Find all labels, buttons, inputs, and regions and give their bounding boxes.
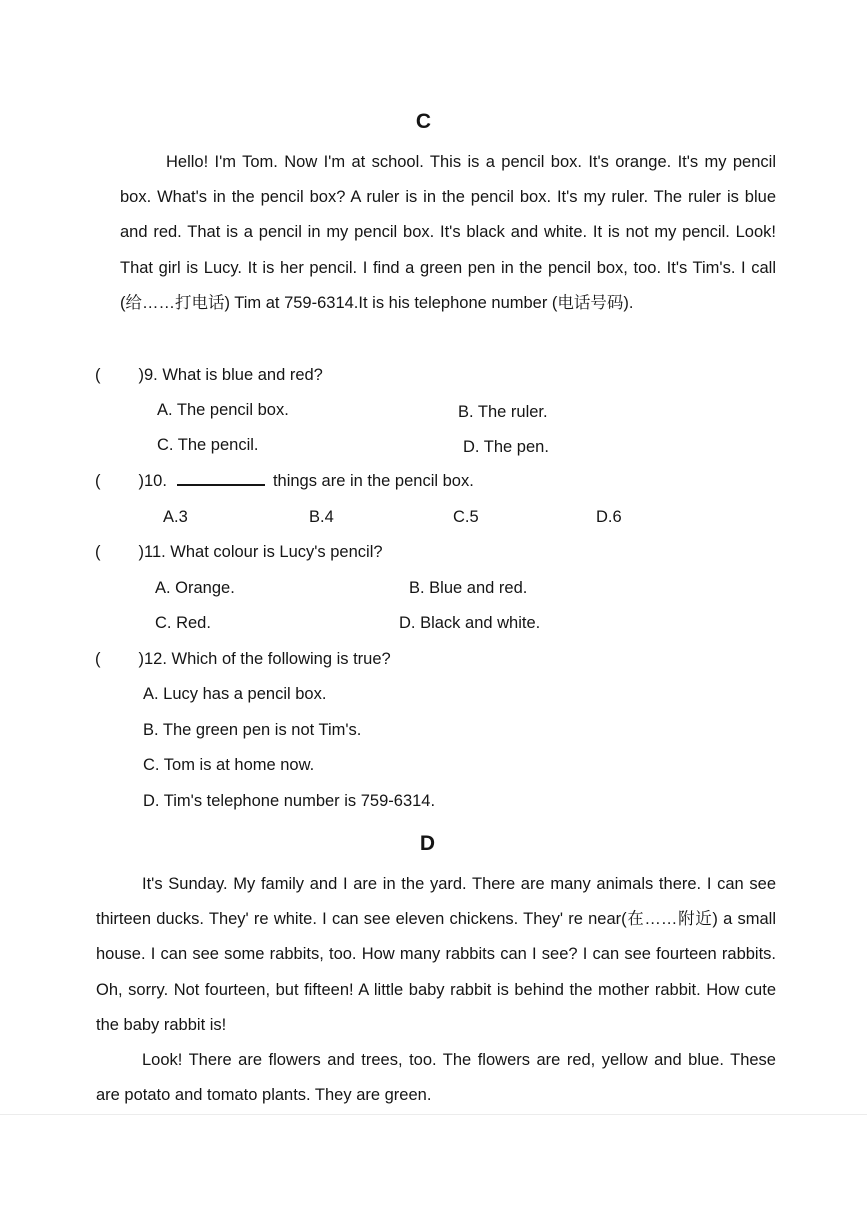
question-11-option-a: A. Orange. <box>155 579 235 597</box>
question-11-option-c: C. Red. <box>155 614 211 632</box>
question-9-text: )9. What is blue and red? <box>138 366 323 384</box>
question-9-option-b: B. The ruler. <box>458 403 548 421</box>
section-c-passage: Hello! I'm Tom. Now I'm at school. This is a pencil box. It's orange. It's my pencil box. What's in the pencil box? A ruler is in the pencil box. It's my ruler. The ruler is blue and red. That is a pencil in my pencil box. It's black and white. It is not my pencil. Look! That girl is Lucy. It is her pencil. I find a green pen in the pencil box, too. It's Tim's. I call (给……打电话) Tim at 759-6314.It is his telephone number (电话号码). <box>120 153 776 312</box>
question-9-option-c: C. The pencil. <box>157 436 259 454</box>
question-10-text: things are in the pencil box. <box>272 472 474 490</box>
question-10-option-c: C.5 <box>453 508 479 526</box>
question-11-stem <box>95 543 383 562</box>
page-divider <box>0 1114 867 1115</box>
question-10-option-d: D.6 <box>596 508 622 526</box>
question-12-option-d: D. Tim's telephone number is 759-6314. <box>143 792 436 810</box>
question-12-option-c: C. Tom is at home now. <box>143 756 315 774</box>
question-11-option-d: D. Black and white. <box>399 614 541 632</box>
question-11-text: )11. What colour is Lucy's pencil? <box>138 543 383 561</box>
answer-paren-open: ( <box>95 543 101 561</box>
fill-in-blank-line[interactable] <box>177 472 265 486</box>
question-9-stem <box>95 366 323 385</box>
section-d-paragraph-2: Look! There are flowers and trees, too. The flowers are red, yellow and blue. These are potato and tomato plants. They are green. <box>96 1051 776 1105</box>
question-10-number: )10. <box>138 472 167 490</box>
question-12-stem <box>95 650 391 669</box>
section-d-heading: D <box>419 832 436 855</box>
question-12-option-a: A. Lucy has a pencil box. <box>143 685 327 703</box>
section-c-heading: C <box>415 110 432 133</box>
question-11-option-b: B. Blue and red. <box>409 579 528 597</box>
question-9-option-a: A. The pencil box. <box>157 401 289 419</box>
question-12-text: )12. Which of the following is true? <box>138 650 391 668</box>
section-d-paragraph-1: It's Sunday. My family and I are in the yard. There are many animals there. I can see thirteen ducks. They' re white. I can see eleven chickens. They' re near(在……附近) a small house. I can see some rabbits, too. How many rabbits can I see? I can see fourteen rabbits. Oh, sorry. Not fourteen, but fifteen! A little baby rabbit is behind the mother rabbit. How cute the baby rabbit is! <box>96 875 776 1034</box>
answer-paren-open: ( <box>95 366 101 384</box>
question-9-option-d: D. The pen. <box>463 438 549 456</box>
question-10-stem <box>95 472 474 491</box>
question-12-option-b: B. The green pen is not Tim's. <box>143 721 362 739</box>
question-10-option-b: B.4 <box>309 508 334 526</box>
answer-paren-open: ( <box>95 472 101 490</box>
answer-paren-open: ( <box>95 650 101 668</box>
question-10-option-a: A.3 <box>163 508 188 526</box>
